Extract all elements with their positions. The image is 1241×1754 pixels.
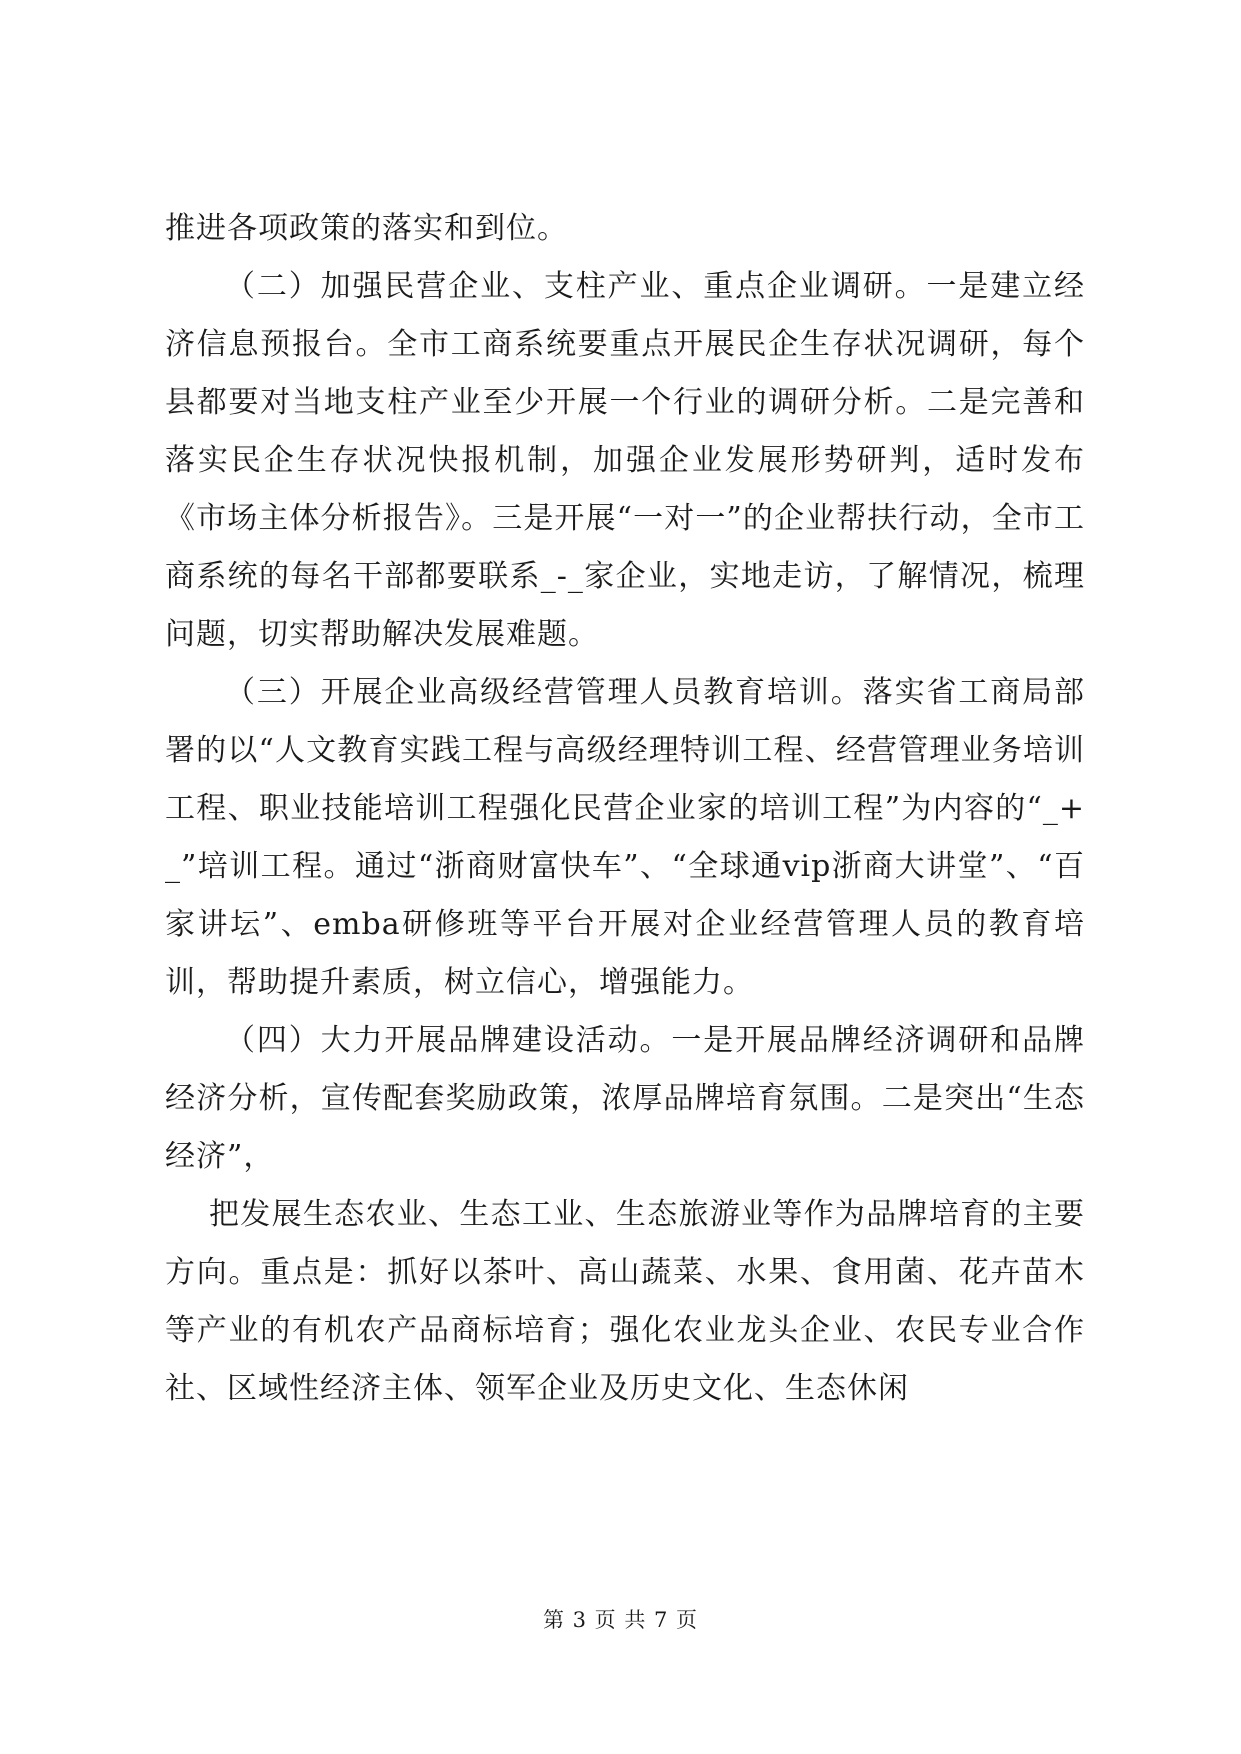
- paragraph-section-3: （三）开展企业高级经营管理人员教育培训。落实省工商局部署的以“人文教育实践工程与高级经理特训工程、经营管理业务培训工程、职业技能培训工程强化民营企业家的培训工程”为内容的“_+_”培训工程。通过“浙商财富快车”、“全球通vip浙商大讲堂”、“百家讲坛”、emba研修班等平台开展对企业经营管理人员的教育培训，帮助提升素质，树立信心，增强能力。: [165, 675, 1085, 1000]
- document-body: [165, 200, 1085, 1418]
- page-footer: 第 3 页 共 7 页: [542, 1608, 699, 1632]
- paragraph-section-2: （二）加强民营企业、支柱产业、重点企业调研。一是建立经济信息预报台。全市工商系统要重点开展民企生存状况调研，每个县都要对当地支柱产业至少开展一个行业的调研分析。二是完善和落实民企生存状况快报机制，加强企业发展形势研判，适时发布《市场主体分析报告》。三是开展“一对一”的企业帮扶行动，全市工商系统的每名干部都要联系_-_家企业，实地走访，了解情况，梳理问题，切实帮助解决发展难题。: [165, 269, 1085, 652]
- paragraph-continuation: 推进各项政策的落实和到位。: [165, 211, 568, 246]
- paragraph-section-4-continued: 把发展生态农业、生态工业、生态旅游业等作为品牌培育的主要方向。重点是：抓好以茶叶、高山蔬菜、水果、食用菌、花卉苗木等产业的有机农产品商标培育；强化农业龙头企业、农民专业合作社、区域性经济主体、领军企业及历史文化、生态休闲: [165, 1197, 1085, 1406]
- paragraph-section-4: （四）大力开展品牌建设活动。一是开展品牌经济调研和品牌经济分析，宣传配套奖励政策，浓厚品牌培育氛围。二是突出“生态经济”，: [165, 1023, 1085, 1174]
